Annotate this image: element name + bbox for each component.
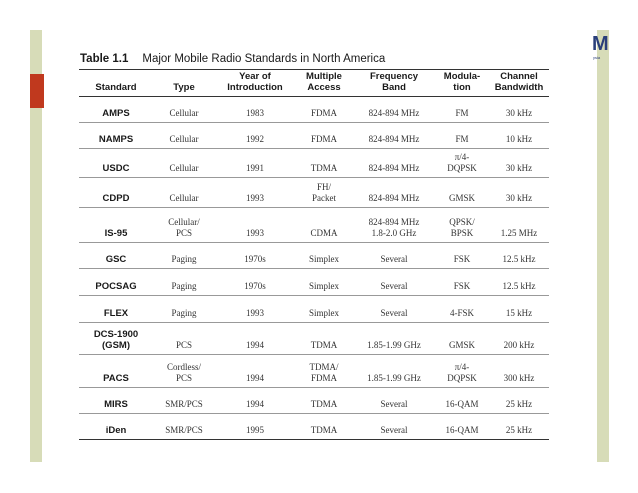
cell-bandwidth: 25 kHz: [489, 388, 549, 414]
cell-access: FDMA: [295, 123, 353, 149]
cell-modulation: FM: [435, 97, 489, 123]
cell-bandwidth: 10 kHz: [489, 123, 549, 149]
table-row: [79, 414, 549, 440]
cell-band: 824-894 MHz 1.8-2.0 GHz: [353, 208, 435, 243]
cell-modulation: QPSK/ BPSK: [435, 208, 489, 243]
cell-type: PCS: [153, 323, 215, 355]
cell-band: Several: [353, 414, 435, 440]
cell-year: 1991: [215, 149, 295, 178]
table-title: Major Mobile Radio Standards in North America: [142, 53, 386, 65]
right-decorative-bar: [597, 30, 609, 462]
header-standard: Standard: [79, 70, 153, 97]
cell-band: Several: [353, 243, 435, 269]
cell-band: 824-894 MHz: [353, 149, 435, 178]
header-modulation: Modula- tion: [435, 70, 489, 97]
cell-type: Paging: [153, 296, 215, 323]
cell-access: TDMA/ FDMA: [295, 355, 353, 388]
cell-type: Cellular/ PCS: [153, 208, 215, 243]
cell-year: 1994: [215, 355, 295, 388]
cell-band: Several: [353, 269, 435, 296]
cell-type: Paging: [153, 243, 215, 269]
cell-modulation: GMSK: [435, 178, 489, 208]
cell-access: TDMA: [295, 323, 353, 355]
cell-type: Cellular: [153, 178, 215, 208]
header-year: Year of Introduction: [215, 70, 295, 97]
cell-band: 824-894 MHz: [353, 97, 435, 123]
cell-type: Cordless/ PCS: [153, 355, 215, 388]
cell-type: Cellular: [153, 97, 215, 123]
cell-band: 824-894 MHz: [353, 178, 435, 208]
table-row: [79, 123, 549, 149]
cell-year: 1983: [215, 97, 295, 123]
cell-bandwidth: 12.5 kHz: [489, 243, 549, 269]
cell-bandwidth: 15 kHz: [489, 296, 549, 323]
cell-year: 1994: [215, 323, 295, 355]
table-caption: [80, 53, 385, 65]
cell-type: Paging: [153, 269, 215, 296]
table-row: [79, 243, 549, 269]
cell-modulation: π/4- DQPSK: [435, 149, 489, 178]
cell-modulation: 16-QAM: [435, 388, 489, 414]
cell-access: FH/ Packet: [295, 178, 353, 208]
cell-access: Simplex: [295, 243, 353, 269]
cell-bandwidth: 300 kHz: [489, 355, 549, 388]
table-row: [79, 208, 549, 243]
cell-band: Several: [353, 296, 435, 323]
cell-year: 1993: [215, 178, 295, 208]
cell-year: 1993: [215, 208, 295, 243]
cell-access: TDMA: [295, 388, 353, 414]
header-access: Multiple Access: [295, 70, 353, 97]
table-row: [79, 97, 549, 123]
cell-standard: DCS-1900 (GSM): [79, 323, 153, 355]
cell-year: 1993: [215, 296, 295, 323]
cell-modulation: FM: [435, 123, 489, 149]
table-row: [79, 388, 549, 414]
cell-standard: PACS: [79, 355, 153, 388]
logo: [592, 34, 614, 64]
table-row: [79, 296, 549, 323]
cell-modulation: π/4- DQPSK: [435, 355, 489, 388]
cell-access: TDMA: [295, 414, 353, 440]
cell-year: 1970s: [215, 269, 295, 296]
logo-letter: M: [592, 33, 609, 55]
cell-year: 1994: [215, 388, 295, 414]
cell-standard: FLEX: [79, 296, 153, 323]
cell-standard: POCSAG: [79, 269, 153, 296]
cell-access: TDMA: [295, 149, 353, 178]
cell-type: Cellular: [153, 149, 215, 178]
cell-bandwidth: 30 kHz: [489, 97, 549, 123]
cell-access: CDMA: [295, 208, 353, 243]
cell-year: 1992: [215, 123, 295, 149]
cell-standard: NAMPS: [79, 123, 153, 149]
cell-bandwidth: 12.5 kHz: [489, 269, 549, 296]
table-row: [79, 149, 549, 178]
cell-year: 1995: [215, 414, 295, 440]
cell-band: 1.85-1.99 GHz: [353, 323, 435, 355]
cell-bandwidth: 1.25 MHz: [489, 208, 549, 243]
cell-standard: GSC: [79, 243, 153, 269]
left-accent-block: [30, 74, 44, 108]
cell-band: 824-894 MHz: [353, 123, 435, 149]
cell-standard: IS-95: [79, 208, 153, 243]
cell-type: Cellular: [153, 123, 215, 149]
cell-year: 1970s: [215, 243, 295, 269]
cell-access: Simplex: [295, 296, 353, 323]
cell-modulation: GMSK: [435, 323, 489, 355]
cell-standard: iDen: [79, 414, 153, 440]
cell-bandwidth: 25 kHz: [489, 414, 549, 440]
cell-band: Several: [353, 388, 435, 414]
table-number: Table 1.1: [80, 53, 129, 65]
logo-caption: ysia: [593, 55, 601, 60]
table-row: [79, 355, 549, 388]
cell-standard: AMPS: [79, 97, 153, 123]
table-body: [79, 97, 549, 440]
cell-access: Simplex: [295, 269, 353, 296]
header-bandwidth: Channel Bandwidth: [489, 70, 549, 97]
cell-type: SMR/PCS: [153, 414, 215, 440]
cell-modulation: FSK: [435, 269, 489, 296]
header-type: Type: [153, 70, 215, 97]
cell-bandwidth: 200 kHz: [489, 323, 549, 355]
cell-standard: CDPD: [79, 178, 153, 208]
cell-modulation: 16-QAM: [435, 414, 489, 440]
cell-standard: MIRS: [79, 388, 153, 414]
table-row: [79, 323, 549, 355]
cell-bandwidth: 30 kHz: [489, 178, 549, 208]
table-row: [79, 178, 549, 208]
cell-access: FDMA: [295, 97, 353, 123]
header-row: [79, 70, 549, 97]
cell-modulation: 4-FSK: [435, 296, 489, 323]
header-band: Frequency Band: [353, 70, 435, 97]
standards-table: [79, 69, 549, 440]
table-row: [79, 269, 549, 296]
cell-bandwidth: 30 kHz: [489, 149, 549, 178]
cell-band: 1.85-1.99 GHz: [353, 355, 435, 388]
cell-type: SMR/PCS: [153, 388, 215, 414]
cell-standard: USDC: [79, 149, 153, 178]
cell-modulation: FSK: [435, 243, 489, 269]
